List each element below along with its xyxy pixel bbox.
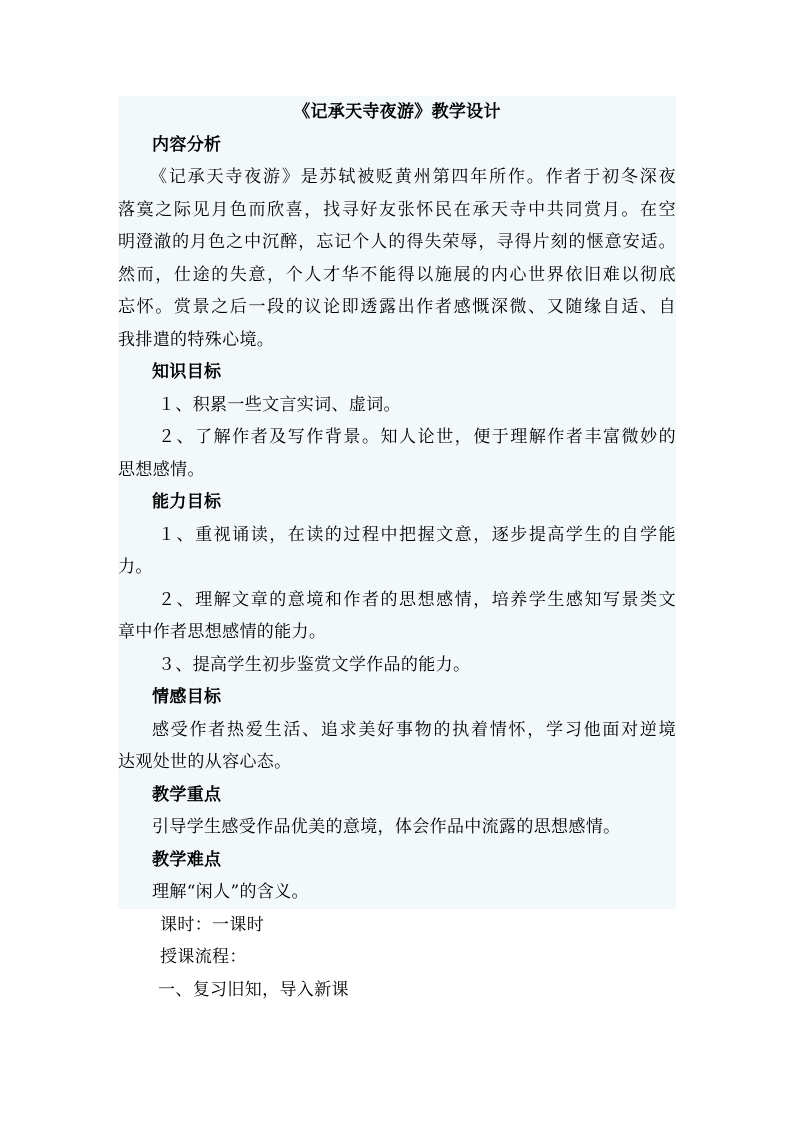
list-item-continued: 章中作者思想感情的能力。 (118, 616, 676, 649)
document-page (118, 96, 676, 1006)
heading-difficulties: 教学难点 (118, 844, 676, 877)
list-item: １、积累一些文言实词、虚词。 (118, 389, 676, 422)
paragraph-line: 我排遣的特殊心境。 (118, 324, 676, 357)
heading-knowledge-goals: 知识目标 (118, 356, 676, 389)
document-title: 《记承天寺夜游》教学设计 (118, 96, 676, 129)
heading-key-points: 教学重点 (118, 779, 676, 812)
paragraph-line: 《记承天寺夜游》是苏轼被贬黄州第四年所作。作者于初冬深夜 (118, 161, 676, 194)
list-item-continued: 思想感情。 (118, 454, 676, 487)
heading-emotion-goals: 情感目标 (118, 681, 676, 714)
paragraph-line: 感受作者热爱生活、追求美好事物的执着情怀，学习他面对逆境 (118, 714, 676, 747)
class-hours: 课时：一课时 (160, 914, 265, 935)
heading-ability-goals: 能力目标 (118, 486, 676, 519)
list-item-continued: 力。 (118, 551, 676, 584)
list-item: ２、了解作者及写作背景。知人论世，便于理解作者丰富微妙的 (118, 421, 676, 454)
paragraph-line: 理解“闲人”的含义。 (118, 876, 676, 909)
process-label: 授课流程： (160, 947, 247, 967)
paragraph-line: 明澄澈的月色之中沉醉，忘记个人的得失荣辱，寻得片刻的惬意安适。 (118, 226, 676, 259)
paragraph-line: 忘怀。赏景之后一段的议论即透露出作者感慨深微、又随缘自适、自 (118, 291, 676, 324)
heading-content-analysis: 内容分析 (118, 129, 676, 162)
paragraph-line: 落寞之际见月色而欣喜，找寻好友张怀民在承天寺中共同赏月。在空 (118, 194, 676, 227)
list-item: ３、提高学生初步鉴赏文学作品的能力。 (118, 649, 676, 682)
list-item: ２、理解文章的意境和作者的思想感情，培养学生感知写景类文 (118, 584, 676, 617)
process-step: 一、复习旧知，导入新课 (158, 979, 349, 1000)
paragraph-line: 引导学生感受作品优美的意境，体会作品中流露的思想感情。 (118, 811, 676, 844)
paragraph-line: 达观处世的从容心态。 (118, 746, 676, 779)
paragraph-line: 然而，仕途的失意，个人才华不能得以施展的内心世界依旧难以彻底 (118, 259, 676, 292)
list-item: １、重视诵读，在读的过程中把握文意，逐步提高学生的自学能 (118, 519, 676, 552)
